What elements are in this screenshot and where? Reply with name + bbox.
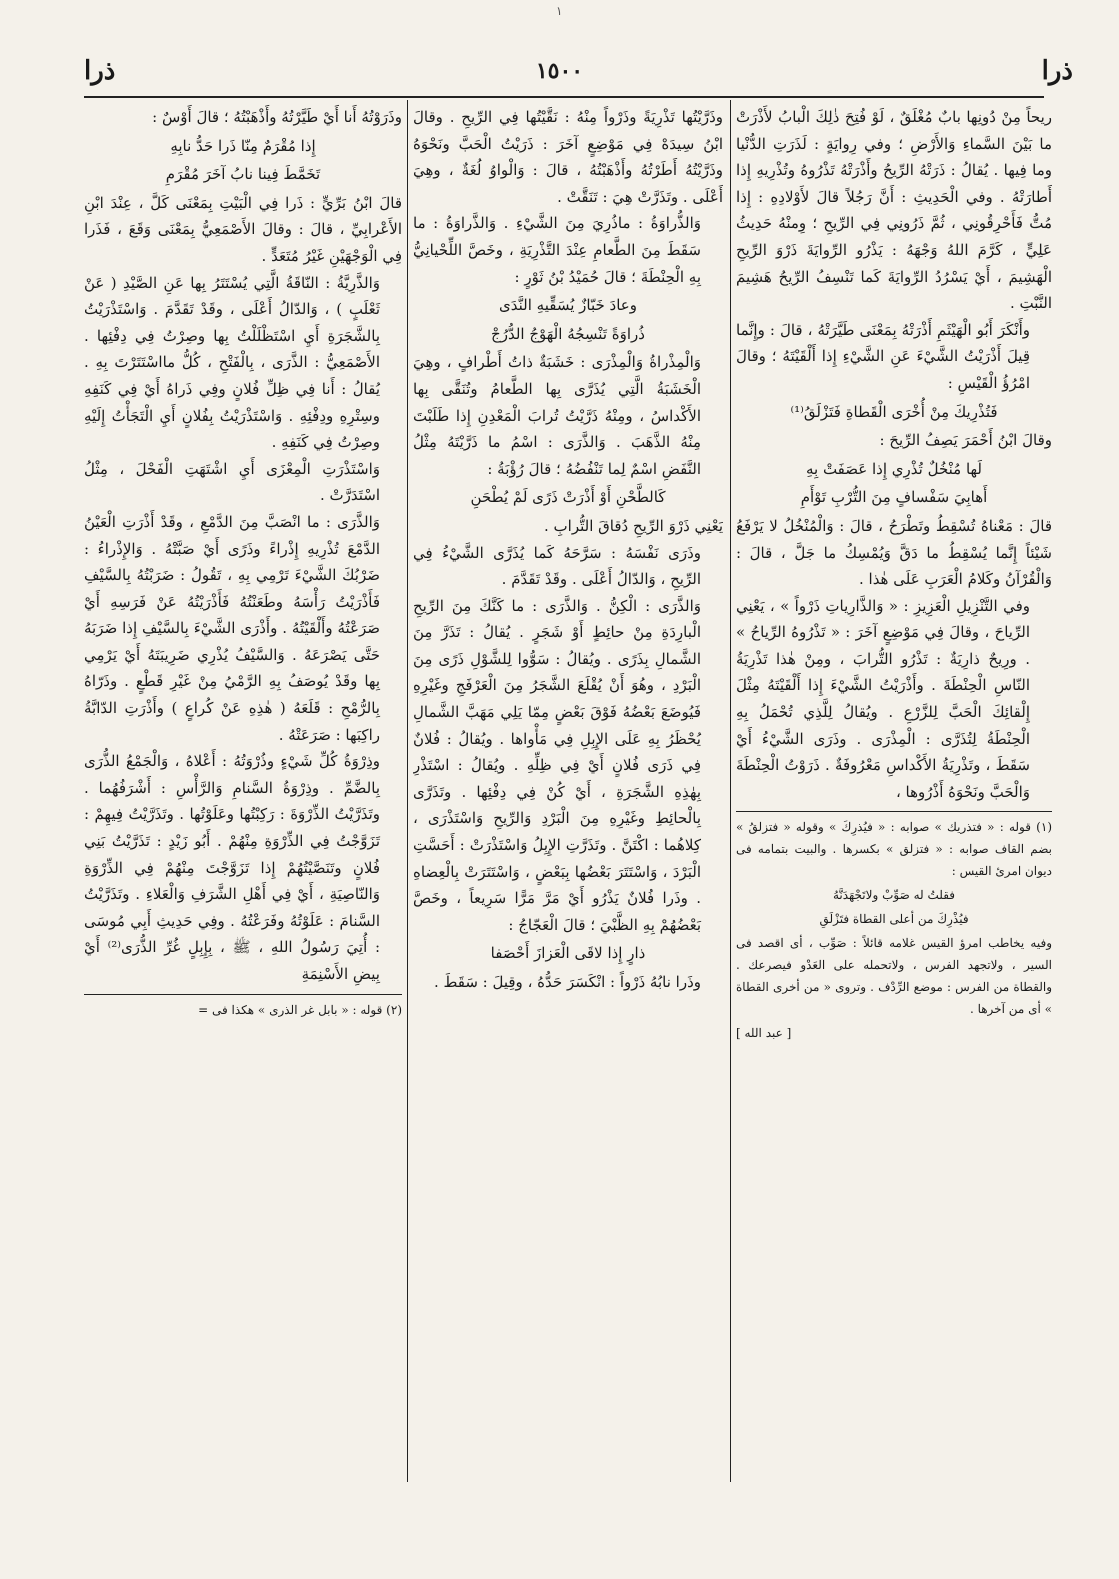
verse-line: ذارٍ إِذا لاقَى الْعَزازَ أَحْصَفا — [490, 944, 646, 963]
paragraph: قالَ : مَعْناهُ تُسْقِطُ وتَطْرَحُ ، قالَ : وَالْمُنْخُلُ لا يَرْفَعُ شَيْئاً إِنَّما يُسْقِطُ ما دَقَّ وَيُمْسِكُ ما جَلَّ ، قالَ : وَالْقُرْآنُ وكَلامُ الْعَرَبِ عَلَى هٰذا . — [736, 516, 1052, 589]
page-number: ١٥٠٠ — [535, 58, 584, 84]
paragraph: وَالذَّرَى : ما انْصَبَّ مِنَ الدَّمْعِ ، وقَدْ أَذْرَتِ الْعَيْنُ الدَّمْعَ تُذْرِيهِ إِذْراءً وذَرًى أَيْ صَبَّتْهُ . وَالإِذْراءُ : ضَرْبُكَ الشَّيْءَ تَرْمِي بِهِ ، تَقُولُ : ضَرَبْتُهُ بِالسَّيْفِ فَأَذْرَيْتُ رَأْسَهُ وطَعَنْتُهُ فَأَذْرَيْتُهُ عَنْ فَرَسِهِ أَيْ صَرَعْتُهُ وأَلْقَيْتُهُ . وأَذْرَى الشَّيْءَ بِالسَّيْفِ إِذا ضَرَبَهُ حَتَّى يَصْرَعَهُ . وَالسَّيْفُ يُذْرِي ضَرِيبَتَهُ أَيْ يَرْمِي بِها وقَدْ يُوصَفُ بِهِ الرَّمْيُ مِنْ غَيْرِ قَطْعٍ . وذَرّاهُ بِالرُّمْحِ : قَلَعَهُ ( هٰذِهِ عَنْ كُراعٍ ) وأَذْرَتِ الدّابَّةُ راكِبَها : صَرَعَتْهُ . — [84, 512, 380, 744]
footnote-rule — [84, 994, 402, 995]
verse-line: تَخَمَّطَ فِينا نابُ آخَرَ مُقْرَمِ — [165, 165, 321, 184]
footnote-signature: [ عبد الله ] — [736, 1026, 792, 1041]
paragraph: يَعْنِي ذَرْوَ الرِّيحِ دُقاقَ التُّرابِ . — [544, 516, 723, 535]
paragraph: وَالْمِذْراةُ وَالْمِذْرَى : خَشَبَةٌ ذاتُ أَطْرافٍ ، وهِيَ الْخَشَبَةُ الَّتِي يُذَرَّى بِها الطَّعامُ وتُنَقَّى بِها الأَكْداسُ ، ومِنْهُ ذَرَّيْتُ تُرابَ الْمَعْدِنِ إِذا طَلَبْتَ مِنْهُ الذَّهَبَ . وَالذَّرَى : اسْمُ ما ذَرَّيْتَهُ مِثْلُ النَّفَضِ اسْمٌ لِما تَنْفُضُهُ ؛ قالَ رُؤْبَةُ : — [413, 353, 701, 478]
paragraph: وَالذَّرِيَّةُ : النّاقَةُ الَّتِي يُسْتَتَرُ بِها عَنِ الصَّيْدِ ( عَنْ ثَعْلَبٍ ) ، وَالدّالُ أَعْلَى ، وقَدْ تَقَدَّمَ . وَاسْتَذْرَيْتُ بِالشَّجَرَةِ أَيِ اسْتَظْلَلْتُ بِها وصِرْتُ فِي دِفْئِها . الأَصْمَعِيُّ : الذَّرَى ، بِالْفَتْحِ ، كُلُّ مااسْتَتَرْتَ بِهِ . يُقالُ : أَنا فِي ظِلِّ فُلانٍ وفِي ذَراهُ أَيْ فِي كَنَفِهِ وسِتْرِهِ ودِفْئِهِ . وَاسْتَذْرَيْتُ بِفُلانٍ أَيِ الْتَجَأْتُ إِلَيْهِ وصِرْتُ فِي كَنَفِهِ . — [84, 273, 380, 452]
verse-line: ذُراوَةً تَنْسِجُهُ الْهَوْجُ الدُّرُجْ — [491, 324, 645, 343]
verse-line: فَتُذْرِيكَ مِنْ أُخْرَى الْقَطاةِ فَتَزْلَقُ⁽¹⁾ — [790, 402, 998, 421]
verse-line: لَها مُنْخُلٌ تُذْرِي إِذا عَصَفَتْ بِهِ — [805, 459, 983, 478]
column-divider-right — [730, 100, 731, 1482]
verse-line: أَهابِيَ سَفْسافٍ مِنَ التُّرْبِ تَوْأَمِ — [800, 488, 988, 507]
column-middle — [413, 104, 723, 1479]
paragraph: وذِرْوَةُ كُلِّ شَيْءٍ وذُرْوَتُهُ : أَعْلاهُ ، وَالْجَمْعُ الذُّرَى بِالضَّمِّ . وذِرْوَةُ السَّنامِ وَالرَّأْسِ : أَشْرَفُهُما . وتَذَرَّيْتُ الذِّرْوَةَ : رَكِبْتُها وعَلَوْتُها . وتَذَرَّيْتُ فِيهِمْ : تَزَوَّجْتُ فِي الذِّرْوَةِ مِنْهُمْ . أَبُو زَيْدٍ : تَذَرَّيْتُ بَنِي فُلانٍ وتَنَصَّيْتُهُمْ إِذا تَزَوَّجْتَ مِنْهُمْ فِي الذِّرْوَةِ وَالنّاصِيَةِ ، أَيْ فِي أَهْلِ الشَّرَفِ وَالْعَلاءِ . وتَذَرَّيْتُ السَّنامَ : عَلَوْتُهُ وفَرَعْتُهُ . وفِي حَدِيثِ أَبِي مُوسَى : أُتِيَ رَسُولُ اللهِ ، ﷺ ، بِإِبِلٍ غُرِّ الذُّرَى⁽²⁾ أَيْ بِيضِ الأَسْنِمَةِ — [84, 752, 380, 983]
header-right-word: ذرا — [1041, 56, 1073, 86]
paragraph: وقالَ ابْنُ أَحْمَرَ يَصِفُ الرِّيحَ : — [879, 431, 1052, 450]
column-right — [736, 104, 1052, 1479]
paragraph: وَالذُّراوَةُ : ماذُرِيَ مِنَ الشَّيْءِ . وَالذَّراوَةُ : ما سَقَطَ مِنَ الطَّعامِ عِنْدَ التَّذْرِيَةِ ، وخَصَّ اللِّحْيانِيُّ بِهِ الْحِنْطَةَ ؛ قالَ حُمَيْدُ بْنُ ثَوْرٍ : — [413, 214, 701, 286]
paragraph: وذَرَى نَفْسَهُ : سَرَّحَهُ كَما يُذَرَّى الشَّيْءُ فِي الرِّيحِ ، وَالدّالُ أَعْلَى . وقَدْ تَقَدَّمَ . — [413, 543, 701, 589]
column-divider-left — [407, 100, 408, 1482]
verse-line: وعادَ خَبّازٌ يُسَقِّيهِ النَّدَى — [499, 296, 637, 315]
column-left — [84, 104, 402, 1479]
verse-line: كَالطَّحْنِ أَوْ أَذْرَتْ ذَرًى لَمْ يُطْحَنِ — [470, 488, 666, 507]
paragraph: وأَنْكَرَ أَبُو الْهَيْثَمِ أَذْرَتْهُ بِمَعْنَى طَيَّرَتْهُ ، قالَ : وإِنَّما قِيلَ أَذْرَيْتُ الشَّيْءَ عَنِ الشَّيْءِ إِذا أَلْقَيْتَهُ ؛ وقالَ امْرُؤُ الْقَيْسِ : — [736, 320, 1030, 392]
footnote: وفيه يخاطب امرؤ القيس غلامه قائلاً : صَوِّب ، أى اقصد فى السير ، ولاتجهد الفرس ، ولاتحمله على العَدْو فيصرعك . والقطاة من الفرس : موضع الرِّدْف . وتروى « من أخرى القطاة » أى من آخرها . — [736, 936, 1052, 1017]
page-header — [0, 0, 1119, 96]
paragraph: وذَرَوْتُهُ أَنا أَيْ طَيَّرْتُهُ وأَذْهَبْتُهُ ؛ قالَ أَوْسٌ : — [152, 108, 402, 126]
footnote-verse: فقلتُ له صَوِّبْ ولاتَجْهَدَنَّهُ — [832, 888, 956, 903]
top-mark: ١ — [556, 4, 563, 18]
paragraph: وَاسْتَذْرَتِ الْمِعْزَى أَيِ اشْتَهَتِ الْفَحْلَ ، مِثْلُ اسْتَدَرَّتْ . — [84, 459, 380, 505]
header-rule — [84, 96, 1044, 98]
footnote: (٢) قوله : « بابل غر الذرى » هكذا فى = — [198, 1002, 402, 1017]
paragraph: ريحاً مِنْ دُونِها بابٌ مُغْلَقٌ ، لَوْ فُتِحَ ذٰلِكَ الْبابُ لأَذْرَتْ ما بَيْنَ السَّماءِ وَالأَرْضِ ؛ وفي رِوايَةٍ : لَذَرَتِ الدُّنْيا وما فِيها . يُقالُ : ذَرَتْهُ الرِّيحُ وأَذْرَتْهُ تَذْرُوهُ وتُذْرِيهِ إِذا أَطارَتْهُ . وفي الْحَدِيثِ : أَنَّ رَجُلاً قالَ لأَوْلادِهِ : إِذا مُتُّ فَأَحْرِقُونِي ، ثُمَّ ذَرُونِي فِي الرِّيحِ ؛ وِمنْهُ حَدِيثُ عَلِيٍّ ، كَرَّمَ اللهُ وَجْهَهُ : يَذْرُو الرِّوايَةَ ذَرْوَ الرِّيحِ الْهَشِيمَ ، أَيْ يَسْرُدُ الرِّوايَةَ كَما تَنْسِفُ الرِّيحُ هَشِيمَ النَّبْتِ . — [736, 108, 1052, 313]
paragraph: وذَرا نابُهُ ذَرْواً : انْكَسَرَ حَدُّهُ ، وقِيلَ : سَقَطَ . — [433, 973, 701, 991]
footnote-verse: فيُذْرِكَ من أعلى القطاة فتَزْلَقِ — [819, 912, 969, 927]
footnote-rule — [736, 811, 1052, 812]
verse-line: إِذا مُقْرَمٌ مِنّا ذَرا حَدُّ نابِهِ — [170, 136, 316, 155]
paragraph: وَالذَّرَى : الْكِنُّ . وَالذَّرَى : ما كَنَّكَ مِنَ الرِّيحِ الْبارِدَةِ مِنْ حائِطٍ أَوْ شَجَرٍ . يُقالُ : تَذَرَّ مِنَ الشَّمالِ بِذَرًى . ويُقالُ : سَوُّوا لِلشَّوْلِ ذَرًى مِنَ الْبَرْدِ ، وهُوَ أَنْ يُقْلَعَ الشَّجَرُ مِنَ الْعَرْفَجِ وغَيْرِهِ فَيُوضَعَ بَعْضُهُ فَوْقَ بَعْضٍ مِمّا يَلِي مَهَبَّ الشَّمالِ يُحْظَرُ بِهِ عَلَى الإِبِلِ فِي مَأْواها . ويُقالُ : فُلانٌ فِي ذَرَى فُلانٍ أَيْ فِي ظِلِّهِ . ويُقالُ : اسْتَذْرِ بِهٰذِهِ الشَّجَرَةِ ، أَيْ كُنْ فِي دِفْئِها . وتَذَرَّى بِالْحائِطِ وغَيْرِهِ مِنَ الْبَرْدِ وَالرِّيحِ وَاسْتَذْرَى ، كِلاهُما : اكْتَنَّ . وتَذَرَّتِ الإِبِلُ وَاسْتَذْرَتْ : أَحَسَّتِ الْبَرْدَ ، وَاسْتَتَرَ بَعْضُها بِبَعْضٍ ، وَاسْتَتَرَتْ بِالْعِضاهِ . وذَرا فُلانٌ يَذْرُو أَيْ مَرَّ مَرًّا سَرِيعاً ، وخَصَّ بَعْضُهُمْ بِهِ الظَّبْيَ ؛ قالَ الْعَجّاجُ : — [413, 596, 701, 934]
paragraph: قالَ ابْنُ بَرِّيٍّ : ذَرا فِي الْبَيْتِ بِمَعْنَى كَلَّ ، عِنْدَ ابْنِ الأَعْرابِيِّ ، قالَ : وقالَ الأَصْمَعِيُّ بِمَعْنَى وَقَعَ ، فَذَرا فِي الْوَجْهَيْنِ غَيْرُ مُتَعَدٍّ . — [84, 193, 402, 265]
footnote: (١) قوله : « فتذريك » صوابه : « فيُذرِكَ » وقوله « فتزلقُ » بضم القاف صوابه : « فتزلق » بكسرها . والبيت بتمامه فى ديوان امرئ القيس : — [736, 820, 1052, 879]
paragraph: وذَرَّيْتُها تَذْرِيَةً وذَرْواً مِنْهُ : نَقَّيْتُها فِي الرِّيحِ . وقالَ ابْنُ سِيدَهْ فِي مَوْضِعٍ آخَرَ : ذَرَيْتُ الْحَبَّ ونَحْوَهُ وذَرَّيْتُهُ أَطَرْتُهُ وأَذْهَبْتُهُ ، قالَ : وَالْواوُ لُغَةٌ ، وهِيَ أَعْلَى . وتَذَرَّتْ هِيَ : تَنَقَّتْ . — [413, 108, 723, 206]
header-left-word: ذرا — [84, 56, 116, 86]
paragraph: وفي التَّنْزِيلِ الْعَزِيزِ : « وَالذَّارِياتِ ذَرْواً » ، يَعْنِي الرِّياحَ ، وقالَ فِي مَوْضِعٍ آخَرَ : « تَذْرُوهُ الرِّياحُ » . ورِيحٌ ذارِيَةٌ : تَذْرُو التُّرابَ ، ومِنْ هٰذا تَذْرِيَةُ النّاسِ الْحِنْطَةَ . وأَذْرَيْتُ الشَّيْءَ إِذا أَلْقَيْتَهُ مِثْلَ إِلْقائِكَ الْحَبَّ لِلزَّرْعِ . ويُقالُ لِلَّذِي تُحْمَلُ بِهِ الْحِنْطَةُ لِتُذَرَّى : الْمِذْرَى . وذَرَى الشَّيْءُ أَيْ سَقَطَ ، وتَذْرِيَةُ الأَكْداسِ مَعْرُوفَةٌ . ذَرَوْتُ الْحِنْطَةَ وَالْحَبَّ ونَحْوَهُ أَذْرُوها ، — [736, 596, 1030, 801]
